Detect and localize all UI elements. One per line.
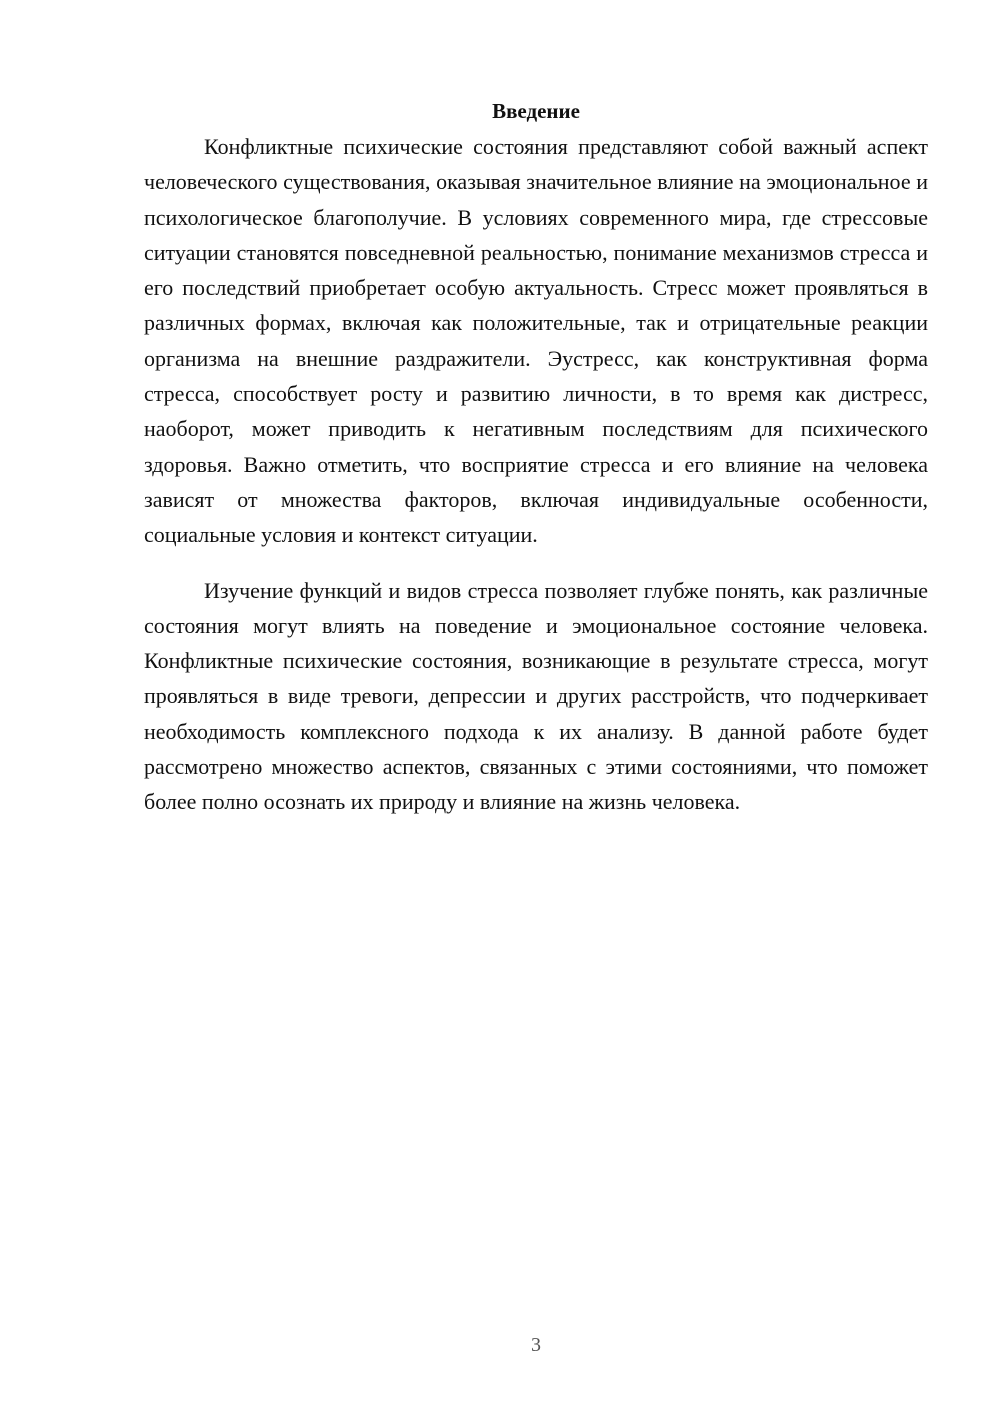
page-number: 3 <box>531 1334 541 1356</box>
section-heading: Введение <box>492 99 580 123</box>
page-content <box>144 96 928 820</box>
paragraph-1: Конфликтные психические состояния представляют собой важный аспект человеческого существования, оказывая значительное влияние на эмоциональное и психологическое благополучие. В условиях современного мира, где стрессовые ситуации становятся повседневной реальностью, понимание механизмов стресса и его последствий приобретает особую актуальность. Стресс может проявляться в различных формах, включая как положительные, так и отрицательные реакции организма на внешние раздражители. Эустресс, как конструктивная форма стресса, способствует росту и развитию личности, в то время как дистресс, наоборот, может приводить к негативным последствиям для психического здоровья. Важно отметить, что восприятие стресса и его влияние на человека зависят от множества факторов, включая индивидуальные особенности, социальные условия и контекст ситуации. <box>144 134 928 548</box>
paragraph-2: Изучение функций и видов стресса позволяет глубже понять, как различные состояния могут влиять на поведение и эмоциональное состояние человека. Конфликтные психические состояния, возникающие в результате стресса, могут проявляться в виде тревоги, депрессии и других расстройств, что подчеркивает необходимость комплексного подхода к их анализу. В данной работе будет рассмотрено множество аспектов, связанных с этими состояниями, что поможет более полно осознать их природу и влияние на жизнь человека. <box>144 577 928 815</box>
